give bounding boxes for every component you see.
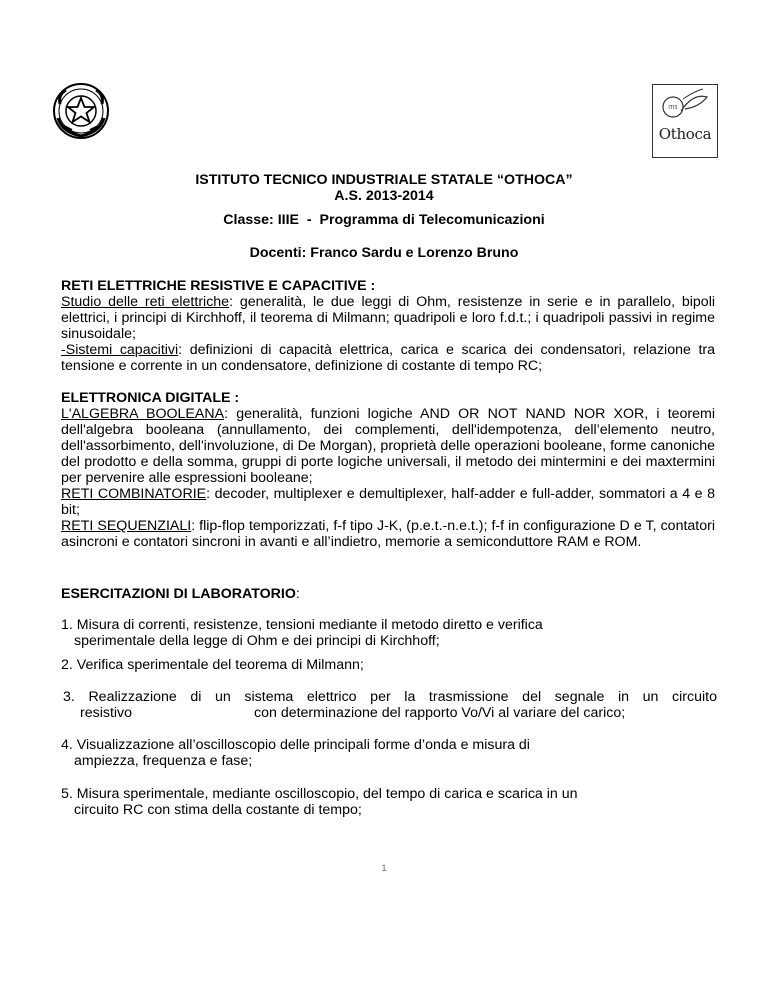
paragraph-heading: RETI SEQUENZIALI: [61, 518, 192, 534]
lab-item: [63, 689, 717, 721]
lab-item-line: ampiezza, frequenza e fase;: [74, 753, 253, 769]
paragraph-heading: L'ALGEBRA BOOLEANA: [61, 406, 225, 422]
othoca-logo-mark-icon: [653, 85, 717, 125]
lab-title-text: ESERCITAZIONI DI LABORATORIO: [61, 586, 296, 602]
lab-item: [61, 737, 721, 769]
school-year: A.S. 2013-2014: [334, 188, 434, 204]
section-reti-elettriche: [61, 278, 715, 374]
lab-section: [61, 586, 715, 602]
class-program: Classe: IIIE - Programma di Telecomunicazioni: [223, 212, 545, 228]
teachers: Docenti: Franco Sardu e Lorenzo Bruno: [249, 245, 519, 261]
paragraph-text: : decoder, multiplexer e demultiplexer, half-adder e full-adder, sommatori a 4 e 8 bit;: [61, 486, 715, 518]
lab-item-line: sperimentale della legge di Ohm e dei principi di Kirchhoff;: [74, 633, 440, 649]
othoca-logo-text: Othoca: [658, 125, 712, 143]
lab-item-line: 4. Visualizzazione all’oscilloscopio delle principali forme d’onda e misura di: [61, 737, 530, 753]
othoca-logo: [652, 84, 718, 158]
lab-item: [61, 657, 721, 673]
paragraph-heading: -Sistemi capacitivi: [61, 342, 179, 358]
lab-item-line-part: resistivo: [80, 705, 133, 721]
lab-item-line: 1. Misura di correnti, resistenze, tensioni mediante il metodo diretto e verifica: [61, 617, 543, 633]
institute-name: ISTITUTO TECNICO INDUSTRIALE STATALE “OTHOCA”: [195, 172, 573, 188]
lab-item-line: circuito RC con stima della costante di tempo;: [74, 802, 362, 818]
paragraph-text: : flip-flop temporizzati, f-f tipo J-K, (p.e.t.-n.e.t.); f-f in configurazione D e T, contatori asincroni e contatori sincroni in avanti e all’indietro, memorie a semiconduttore RAM e ROM.: [61, 518, 715, 550]
paragraph-studio-reti: [61, 294, 715, 342]
paragraph-text: : generalità, le due leggi di Ohm, resistenze in serie e in parallelo, bipoli elettrici, i principi di Kirchhoff, il teorema di Milmann; quadripoli e loro f.d.t.; i quadripoli passivi in regime sinusoidale;: [61, 294, 715, 342]
paragraph-reti-combinatorie: [61, 486, 715, 518]
paragraph-heading: Studio delle reti elettriche: [61, 294, 230, 310]
section-elettronica-digitale: [61, 390, 715, 550]
section-title: ELETTRONICA DIGITALE :: [61, 390, 240, 406]
italian-republic-emblem-icon: [52, 82, 110, 140]
paragraph-text: : generalità, funzioni logiche AND OR NOT NAND NOR XOR, i teoremi dell'algebra booleana (annullamento, dei complementi, dell'idempotenza, dell’elemento neutro, dell'assorbimento, dell'involuzione, di De Morgan), proprietà delle operazioni booleane, forme canoniche del prodotto e della somma, gruppi di porte logiche universali, il metodo dei mintermini e dei maxtermini per pervenire alle espressioni booleane;: [61, 406, 716, 486]
lab-title: [61, 586, 715, 602]
paragraph-sistemi-capacitivi: [61, 342, 715, 374]
paragraph-heading: RETI COMBINATORIE: [61, 486, 207, 502]
lab-item-line-part: con determinazione del rapporto Vo/Vi al variare del carico;: [254, 705, 626, 721]
paragraph-text: : definizioni di capacità elettrica, carica e scarica dei condensatori, relazione tra tensione e corrente in un condensatore, definizione di costante di tempo RC;: [61, 342, 715, 374]
page-number: 1: [381, 863, 387, 873]
lab-title-suffix: :: [295, 586, 300, 602]
othoca-logo-tag: ITIS: [668, 105, 678, 111]
lab-item-line: [63, 705, 717, 721]
section-title: RETI ELETTRICHE RESISTIVE E CAPACITIVE :: [61, 278, 376, 294]
paragraph-algebra-booleana: [61, 406, 715, 486]
lab-item-line: 5. Misura sperimentale, mediante oscilloscopio, del tempo di carica e scarica in un: [61, 786, 578, 802]
paragraph-reti-sequenziali: [61, 518, 715, 550]
lab-item-line: 2. Verifica sperimentale del teorema di Milmann;: [61, 657, 364, 673]
lab-item-line: 3. Realizzazione di un sistema elettrico per la trasmissione del segnale in un circuito: [63, 689, 717, 705]
lab-item: [61, 786, 721, 818]
lab-item: [61, 617, 721, 649]
